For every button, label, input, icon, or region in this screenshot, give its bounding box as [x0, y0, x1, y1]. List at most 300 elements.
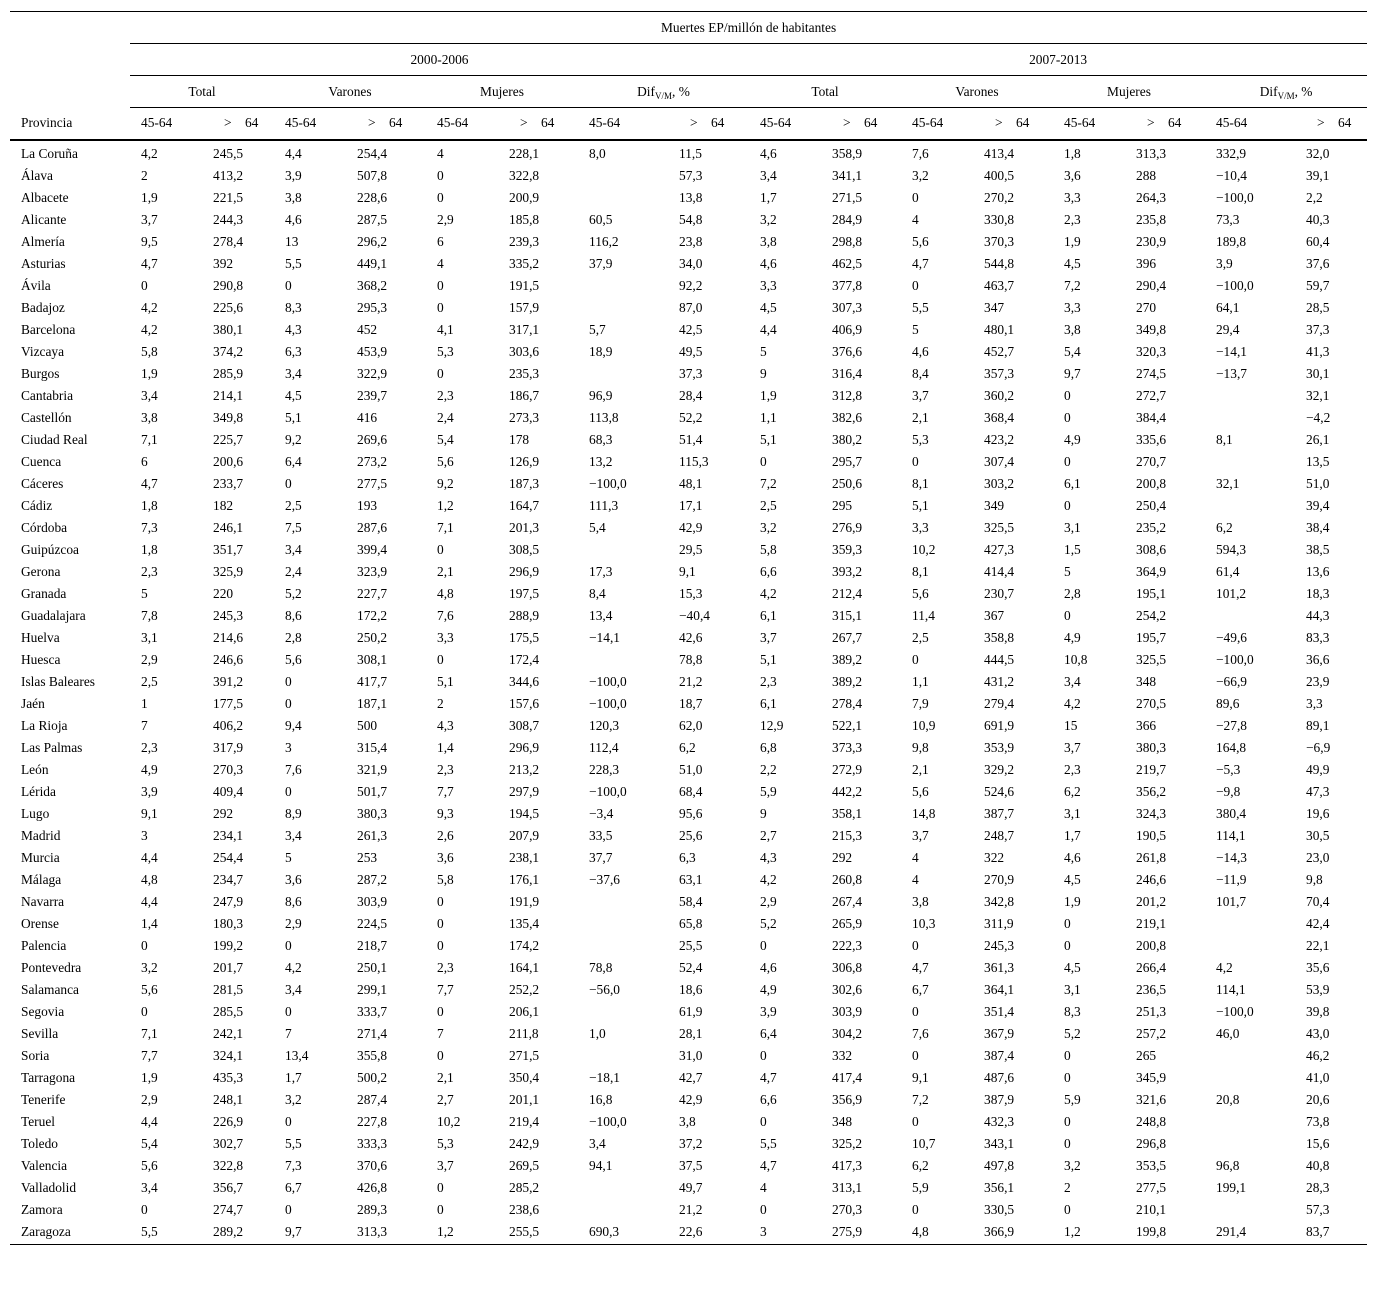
province-name: Almería: [21, 233, 65, 249]
province-name: Toledo: [21, 1135, 58, 1151]
value-cell: 0: [912, 1113, 919, 1129]
value-cell: 64,1: [1216, 299, 1240, 315]
value-cell: 322,8: [213, 1157, 244, 1173]
value-cell: 9,8: [912, 739, 929, 755]
value-cell: 38,4: [1306, 519, 1330, 535]
value-cell: 114,1: [1216, 981, 1246, 997]
value-cell: 313,3: [346, 1219, 426, 1245]
table-row: [10, 779, 1367, 801]
value-cell: 341,1: [832, 167, 863, 183]
table-row: [10, 140, 1367, 163]
value-cell: 269,5: [509, 1157, 540, 1173]
value-cell: 4,2: [760, 585, 777, 601]
table-row: [10, 471, 1367, 493]
value-cell: 2,3: [141, 563, 158, 579]
value-cell: 157,6: [509, 695, 540, 711]
value-cell: 4,6: [760, 959, 777, 975]
value-cell: 278,4: [213, 233, 244, 249]
value-cell: 5,9: [760, 783, 777, 799]
value-cell: 29,5: [679, 541, 703, 557]
value-cell: 3,2: [760, 519, 777, 535]
table-row: [10, 207, 1367, 229]
value-cell: 285,2: [509, 1179, 540, 1195]
value-cell: 178: [509, 431, 530, 447]
value-cell: 51,4: [679, 431, 703, 447]
value-cell: 26,1: [1306, 431, 1330, 447]
value-cell: 270,9: [984, 871, 1015, 887]
value-cell: 213,2: [509, 761, 540, 777]
value-cell: 201,3: [509, 519, 540, 535]
value-cell: 48,1: [679, 475, 703, 491]
value-cell: 7,1: [141, 431, 158, 447]
value-cell: [1205, 1065, 1295, 1087]
value-cell: 207,9: [509, 827, 540, 843]
value-cell: [578, 889, 668, 911]
value-cell: 315,4: [357, 739, 388, 755]
province-name: Vizcaya: [21, 343, 65, 359]
value-cell: 296,8: [1136, 1135, 1167, 1151]
value-cell: 373,3: [832, 739, 863, 755]
value-cell: 406,9: [832, 321, 863, 337]
value-cell: 28,4: [679, 387, 703, 403]
value-cell: 4,6: [760, 255, 777, 271]
value-cell: 393,2: [832, 563, 863, 579]
value-cell: 42,4: [1306, 915, 1330, 931]
value-cell: 32,1: [1216, 475, 1240, 491]
value-cell: 9,1: [141, 805, 158, 821]
value-cell: [578, 647, 668, 669]
value-cell: 4,9: [1064, 629, 1081, 645]
value-cell: 267,7: [832, 629, 863, 645]
value-cell: 51,0: [1306, 475, 1330, 491]
value-cell: 270: [1136, 299, 1157, 315]
value-cell: 308,7: [509, 717, 540, 733]
value-cell: 23,8: [679, 233, 703, 249]
value-cell: 2,3: [437, 761, 454, 777]
value-cell: 6: [437, 233, 444, 249]
value-cell: 235,2: [1136, 519, 1167, 535]
age-header-45-64: 45-64: [1053, 108, 1125, 140]
value-cell: 426,8: [357, 1179, 388, 1195]
value-cell: 195,7: [1136, 629, 1167, 645]
value-cell: [578, 1197, 668, 1219]
value-cell: 4,7: [912, 255, 929, 271]
value-cell: 225,6: [213, 299, 244, 315]
value-cell: 277,5: [357, 475, 388, 491]
province-name: Cantabria: [21, 387, 74, 403]
province-name: Madrid: [21, 827, 61, 843]
value-cell: 8,9: [285, 805, 302, 821]
table-row: [10, 1219, 1367, 1245]
value-cell: 356,2: [1136, 783, 1167, 799]
value-cell: 4,4: [141, 849, 158, 865]
value-cell: 380,2: [832, 431, 863, 447]
value-cell: 325,5: [984, 519, 1015, 535]
value-cell: 285,9: [213, 365, 244, 381]
value-cell: 180,3: [213, 915, 244, 931]
value-cell: 1,7: [285, 1069, 302, 1085]
value-cell: 73,8: [1306, 1113, 1330, 1129]
period-header-1: 2000-2006: [410, 51, 469, 67]
value-cell: 101,7: [1216, 893, 1247, 909]
value-cell: 60,4: [1306, 233, 1330, 249]
value-cell: 70,4: [1306, 893, 1330, 909]
value-cell: 4,2: [285, 959, 302, 975]
table-container: [10, 11, 1367, 1245]
value-cell: 246,6: [1136, 871, 1167, 887]
value-cell: 0: [760, 1113, 767, 1129]
value-cell: 172,4: [509, 651, 540, 667]
value-cell: 4,2: [141, 299, 158, 315]
value-cell: 4: [912, 211, 919, 227]
value-cell: 73,3: [1216, 211, 1240, 227]
value-cell: 5,1: [912, 497, 929, 513]
value-cell: 344,6: [509, 673, 540, 689]
value-cell: 423,2: [984, 431, 1015, 447]
value-cell: −14,1: [1216, 343, 1247, 359]
value-cell: 1,2: [1053, 1219, 1125, 1245]
value-cell: 3,1: [1064, 519, 1081, 535]
value-cell: 312,8: [832, 387, 863, 403]
value-cell: 187,3: [509, 475, 540, 491]
value-cell: 377,8: [832, 277, 863, 293]
value-cell: 0: [437, 167, 444, 183]
value-cell: 270,3: [832, 1201, 863, 1217]
value-cell: 234,7: [213, 871, 244, 887]
value-cell: 299,1: [357, 981, 388, 997]
value-cell: 20,8: [1216, 1091, 1240, 1107]
table-row: [10, 691, 1367, 713]
value-cell: 351,7: [213, 541, 244, 557]
value-cell: 0: [437, 277, 444, 293]
value-cell: 3,1: [1064, 981, 1081, 997]
value-cell: 292: [213, 805, 234, 821]
value-cell: [1205, 933, 1295, 955]
table-row: [10, 713, 1367, 735]
value-cell: 1,9: [1064, 233, 1081, 249]
table-row: [10, 449, 1367, 471]
value-cell: 2,5: [141, 673, 158, 689]
value-cell: 376,6: [832, 343, 863, 359]
value-cell: 5,3: [437, 1135, 454, 1151]
value-cell: 12,9: [760, 717, 784, 733]
value-cell: 5,1: [760, 651, 777, 667]
value-cell: 400,5: [984, 167, 1015, 183]
value-cell: 30,1: [1306, 365, 1330, 381]
value-cell: 8,3: [1064, 1003, 1081, 1019]
value-cell: 0: [285, 1003, 292, 1019]
value-cell: 360,2: [984, 387, 1015, 403]
value-cell: 6,7: [912, 981, 929, 997]
value-cell: 5,2: [1064, 1025, 1081, 1041]
value-cell: 3,7: [912, 387, 929, 403]
value-cell: 387,4: [984, 1047, 1015, 1063]
value-cell: 58,4: [679, 893, 703, 909]
value-cell: 2,9: [141, 1091, 158, 1107]
value-cell: 5,6: [912, 233, 929, 249]
value-cell: 10,3: [912, 915, 936, 931]
value-cell: 417,4: [832, 1069, 863, 1085]
value-cell: 37,5: [679, 1157, 703, 1173]
value-cell: 246,6: [213, 651, 244, 667]
table-row: [10, 339, 1367, 361]
value-cell: 370,6: [357, 1157, 388, 1173]
table-row: [10, 999, 1367, 1021]
value-cell: 3,4: [589, 1135, 606, 1151]
value-cell: 431,2: [984, 673, 1015, 689]
value-cell: 3,2: [912, 167, 929, 183]
value-cell: 227,8: [357, 1113, 388, 1129]
value-cell: 242,9: [509, 1135, 540, 1151]
value-cell: 335,2: [509, 255, 540, 271]
value-cell: −66,9: [1216, 673, 1247, 689]
value-cell: [578, 273, 668, 295]
province-name: Zamora: [21, 1201, 63, 1217]
value-cell: 5,5: [130, 1219, 202, 1245]
value-cell: 347: [984, 299, 1005, 315]
value-cell: 250,6: [832, 475, 863, 491]
value-cell: 353,9: [984, 739, 1015, 755]
value-cell: 0: [1064, 915, 1071, 931]
table-row: [10, 647, 1367, 669]
value-cell: 8,6: [285, 607, 302, 623]
value-cell: 189,8: [1216, 233, 1247, 249]
value-cell: 4,4: [141, 1113, 158, 1129]
value-cell: 3,3: [1306, 695, 1323, 711]
value-cell: 3,7: [437, 1157, 454, 1173]
value-cell: 52,4: [679, 959, 703, 975]
value-cell: 222,3: [832, 937, 863, 953]
value-cell: 2,7: [437, 1091, 454, 1107]
province-name: Murcia: [21, 849, 60, 865]
value-cell: 308,1: [357, 651, 388, 667]
value-cell: 3,8: [760, 233, 777, 249]
table-row: [10, 1153, 1367, 1175]
value-cell: 357,3: [984, 365, 1015, 381]
value-cell: 348: [1136, 673, 1157, 689]
value-cell: 306,8: [832, 959, 863, 975]
province-name: Las Palmas: [21, 739, 83, 755]
value-cell: 463,7: [984, 277, 1015, 293]
table-row: [10, 1021, 1367, 1043]
province-name: Orense: [21, 915, 59, 931]
value-cell: 32,0: [1306, 145, 1330, 161]
value-cell: 43,0: [1306, 1025, 1330, 1041]
value-cell: 4,6: [760, 145, 777, 161]
value-cell: 1: [141, 695, 148, 711]
value-cell: 248,7: [984, 827, 1015, 843]
value-cell: 452: [357, 321, 378, 337]
value-cell: 3,9: [760, 1003, 777, 1019]
table-row: [10, 1043, 1367, 1065]
value-cell: −100,0: [1216, 651, 1254, 667]
table-row: [10, 911, 1367, 933]
value-cell: 250,1: [357, 959, 388, 975]
age-header-45-64: 45-64: [901, 108, 973, 140]
value-cell: 250,4: [1136, 497, 1167, 513]
value-cell: 1,9: [1064, 893, 1081, 909]
value-cell: 2,3: [1064, 211, 1081, 227]
value-cell: 13,4: [589, 607, 613, 623]
value-cell: 244,3: [213, 211, 244, 227]
value-cell: 39,4: [1306, 497, 1330, 513]
period-header-2: 2007-2013: [1029, 51, 1088, 67]
value-cell: 247,9: [213, 893, 244, 909]
value-cell: 33,5: [589, 827, 613, 843]
value-cell: 0: [1064, 409, 1071, 425]
value-cell: 3,4: [760, 167, 777, 183]
value-cell: 356,9: [832, 1091, 863, 1107]
table-row: [10, 163, 1367, 185]
value-cell: 49,7: [679, 1179, 703, 1195]
value-cell: 273,2: [357, 453, 388, 469]
value-cell: [1205, 911, 1295, 933]
province-name: Valladolid: [21, 1179, 77, 1195]
table-row: [10, 933, 1367, 955]
value-cell: 187,1: [357, 695, 388, 711]
province-header: Provincia: [21, 115, 73, 130]
value-cell: 13,4: [285, 1047, 309, 1063]
value-cell: 245,3: [213, 607, 244, 623]
value-cell: 18,3: [1306, 585, 1330, 601]
value-cell: 0: [285, 673, 292, 689]
value-cell: 157,9: [509, 299, 540, 315]
value-cell: 501,7: [357, 783, 388, 799]
mortality-table: [10, 11, 1367, 1245]
value-cell: 3,3: [760, 277, 777, 293]
value-cell: 0: [437, 1003, 444, 1019]
value-cell: 17,3: [589, 563, 613, 579]
value-cell: 417,3: [832, 1157, 863, 1173]
value-cell: 9,7: [274, 1219, 346, 1245]
value-cell: 49,9: [1306, 761, 1330, 777]
value-cell: 0: [912, 1003, 919, 1019]
value-cell: 342,8: [984, 893, 1015, 909]
value-cell: 3,2: [141, 959, 158, 975]
value-cell: −10,4: [1216, 167, 1247, 183]
province-name: Segovia: [21, 1003, 65, 1019]
value-cell: 65,8: [679, 915, 703, 931]
value-cell: 3,8: [285, 189, 302, 205]
value-cell: 5: [760, 343, 767, 359]
value-cell: 302,7: [213, 1135, 244, 1151]
value-cell: 7,6: [912, 145, 929, 161]
value-cell: 254,4: [213, 849, 244, 865]
value-cell: 245,3: [984, 937, 1015, 953]
value-cell: 374,2: [213, 343, 244, 359]
value-cell: 8,3: [285, 299, 302, 315]
value-cell: 10,2: [912, 541, 936, 557]
province-name: Valencia: [21, 1157, 68, 1173]
province-name: Palencia: [21, 937, 67, 953]
value-cell: 7,3: [141, 519, 158, 535]
value-cell: 329,2: [984, 761, 1015, 777]
value-cell: 42,9: [679, 1091, 703, 1107]
value-cell: 6,6: [760, 563, 777, 579]
value-cell: 254,4: [357, 145, 388, 161]
value-cell: 380,4: [1216, 805, 1247, 821]
value-cell: 269,6: [357, 431, 388, 447]
value-cell: 135,4: [509, 915, 540, 931]
value-cell: 6,1: [760, 695, 777, 711]
value-cell: 5,6: [285, 651, 302, 667]
value-cell: 236,5: [1136, 981, 1167, 997]
value-cell: 3,2: [760, 211, 777, 227]
value-cell: 2,1: [912, 409, 929, 425]
value-cell: 3,3: [1064, 189, 1081, 205]
value-cell: 335,6: [1136, 431, 1167, 447]
value-cell: 7,7: [437, 981, 454, 997]
value-cell: 265,9: [832, 915, 863, 931]
value-cell: 37,7: [589, 849, 613, 865]
value-cell: 271,5: [509, 1047, 540, 1063]
value-cell: 200,8: [1136, 475, 1167, 491]
value-cell: 287,2: [357, 871, 388, 887]
province-name: Sevilla: [21, 1025, 59, 1041]
value-cell: 15,3: [679, 585, 703, 601]
value-cell: 6,4: [760, 1025, 777, 1041]
value-cell: 38,5: [1306, 541, 1330, 557]
value-cell: 9,5: [141, 233, 158, 249]
value-cell: 1,7: [760, 189, 777, 205]
value-cell: 1,9: [141, 189, 158, 205]
value-cell: 3,2: [1064, 1157, 1081, 1173]
value-cell: 23,9: [1306, 673, 1330, 689]
value-cell: 182: [213, 497, 234, 513]
value-cell: 9,8: [1306, 871, 1323, 887]
value-cell: 42,5: [679, 321, 703, 337]
table-row: [10, 867, 1367, 889]
value-cell: 5,6: [141, 1157, 158, 1173]
value-cell: 226,9: [213, 1113, 244, 1129]
value-cell: 5: [285, 849, 292, 865]
value-cell: 3: [285, 739, 292, 755]
value-cell: 392: [213, 255, 234, 271]
value-cell: 62,0: [679, 717, 703, 733]
value-cell: 9,4: [285, 717, 302, 733]
value-cell: 215,3: [832, 827, 863, 843]
value-cell: 5,5: [912, 299, 929, 315]
value-cell: 6,3: [285, 343, 302, 359]
province-name: Teruel: [21, 1113, 56, 1129]
value-cell: 61,4: [1216, 563, 1240, 579]
value-cell: 89,6: [1216, 695, 1240, 711]
value-cell: 225,7: [213, 431, 244, 447]
value-cell: 413,2: [213, 167, 244, 183]
value-cell: 11,5: [679, 145, 702, 161]
value-cell: 9,2: [437, 475, 454, 491]
value-cell: 15,6: [1306, 1135, 1330, 1151]
value-cell: 287,5: [357, 211, 388, 227]
province-name: La Rioja: [21, 717, 68, 733]
value-cell: 0: [1064, 1069, 1071, 1085]
value-cell: 95,6: [679, 805, 703, 821]
table-row: [10, 1131, 1367, 1153]
value-cell: 350,4: [509, 1069, 540, 1085]
value-cell: 261,3: [357, 827, 388, 843]
value-cell: 201,1: [509, 1091, 540, 1107]
value-cell: 380,1: [213, 321, 244, 337]
value-cell: 172,2: [357, 607, 388, 623]
value-cell: 0: [1064, 453, 1071, 469]
value-cell: 53,9: [1306, 981, 1330, 997]
value-cell: 0: [437, 1201, 444, 1217]
value-cell: [1205, 603, 1295, 625]
value-cell: −100,0: [589, 475, 627, 491]
value-cell: 399,4: [357, 541, 388, 557]
value-cell: 4,6: [912, 343, 929, 359]
value-cell: 387,9: [984, 1091, 1015, 1107]
